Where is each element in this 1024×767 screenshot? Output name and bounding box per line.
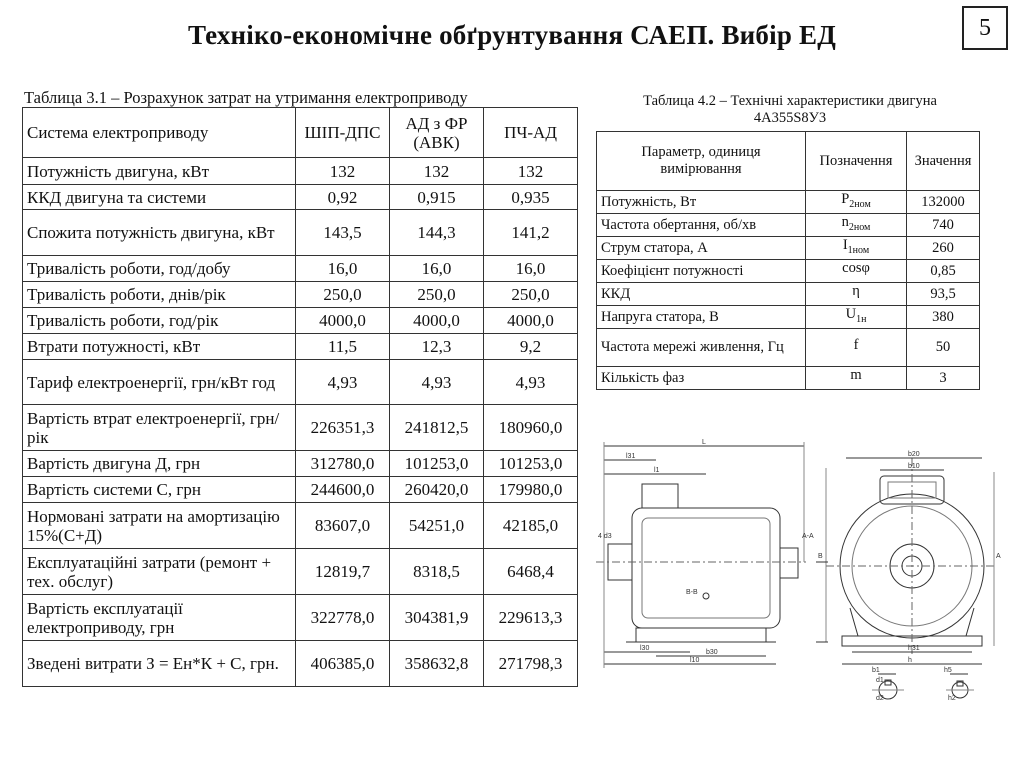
table-row (597, 283, 980, 306)
table-row (23, 334, 578, 360)
symbol-subscript: 2ном (848, 221, 871, 233)
row-value: 132 (484, 158, 578, 185)
table-row (597, 367, 980, 390)
param-value: 740 (907, 214, 980, 237)
row-value: 0,92 (296, 185, 390, 210)
dimension-label: B (818, 553, 823, 560)
param-symbol (806, 367, 907, 390)
row-label: Втрати потужності, кВт (23, 334, 296, 360)
table-row (597, 260, 980, 283)
table31-header-col: АД з ФР (АВК) (390, 108, 484, 158)
table-row (23, 256, 578, 282)
table42-header-value: Значення (907, 132, 980, 191)
row-value: 8318,5 (390, 549, 484, 595)
row-value: 322778,0 (296, 595, 390, 641)
row-value: 406385,0 (296, 641, 390, 687)
dimension-label: l1 (654, 467, 660, 474)
row-value: 241812,5 (390, 405, 484, 451)
table-row (597, 237, 980, 260)
row-value: 244600,0 (296, 477, 390, 503)
dimension-label: A-A (802, 533, 814, 540)
dimension-label: b1 (872, 667, 880, 674)
param-label: ККД (597, 283, 806, 306)
row-label: ККД двигуна та системи (23, 185, 296, 210)
symbol-main: cosφ (842, 260, 870, 277)
table-row (23, 158, 578, 185)
row-value: 0,915 (390, 185, 484, 210)
row-value: 54251,0 (390, 503, 484, 549)
param-symbol (806, 191, 907, 214)
row-value: 4,93 (296, 360, 390, 405)
dimension-label: h5 (944, 667, 952, 674)
row-value: 358632,8 (390, 641, 484, 687)
motor-dimension-drawing (596, 438, 1010, 758)
param-symbol (806, 306, 907, 329)
row-label: Експлуатаційні затрати (ремонт + тех. обслуг) (23, 549, 296, 595)
table-row (597, 214, 980, 237)
param-symbol (806, 237, 907, 260)
row-value: 229613,3 (484, 595, 578, 641)
row-value: 11,5 (296, 334, 390, 360)
param-label: Потужність, Вт (597, 191, 806, 214)
table-row (23, 360, 578, 405)
dimension-label: h (908, 657, 912, 664)
row-value: 226351,3 (296, 405, 390, 451)
row-label: Вартість системи С, грн (23, 477, 296, 503)
table-row (23, 503, 578, 549)
dimension-label: b30 (706, 649, 718, 656)
param-value: 260 (907, 237, 980, 260)
symbol-subscript: 2ном (849, 198, 871, 210)
param-label: Струм статора, А (597, 237, 806, 260)
row-label: Вартість експлуатації електроприводу, грн (23, 595, 296, 641)
param-label: Коефіцієнт потужності (597, 260, 806, 283)
row-label: Потужність двигуна, кВт (23, 158, 296, 185)
dimension-label: d2 (876, 695, 884, 702)
symbol-main: I (842, 237, 848, 254)
param-value: 3 (907, 367, 980, 390)
row-value: 9,2 (484, 334, 578, 360)
row-value: 250,0 (296, 282, 390, 308)
table-row (23, 282, 578, 308)
row-value: 0,935 (484, 185, 578, 210)
row-value: 4,93 (390, 360, 484, 405)
row-value: 101253,0 (390, 451, 484, 477)
table-row (597, 329, 980, 367)
param-symbol (806, 214, 907, 237)
row-value: 83607,0 (296, 503, 390, 549)
symbol-subscript: 1ном (847, 244, 870, 256)
row-value: 132 (296, 158, 390, 185)
table42-caption-line1: Таблица 4.2 – Технічні характеристики двигуна (643, 93, 937, 109)
cost-table (22, 107, 578, 687)
row-value: 16,0 (296, 256, 390, 282)
symbol-main: U (845, 306, 857, 323)
table31-caption: Таблица 3.1 – Розрахунок затрат на утримання електроприводу (24, 88, 468, 107)
row-value: 304381,9 (390, 595, 484, 641)
param-label: Частота обертання, об/хв (597, 214, 806, 237)
param-value: 50 (907, 329, 980, 367)
row-label: Тривалість роботи, год/рік (23, 308, 296, 334)
table-row (597, 191, 980, 214)
table31-header-system: Система електроприводу (23, 108, 296, 158)
row-label: Вартість втрат електроенергії, грн/рік (23, 405, 296, 451)
symbol-subscript: 1н (856, 313, 867, 325)
row-label: Спожита потужність двигуна, кВт (23, 210, 296, 256)
table-row (23, 595, 578, 641)
row-value: 4000,0 (296, 308, 390, 334)
param-label: Кількість фаз (597, 367, 806, 390)
param-value: 93,5 (907, 283, 980, 306)
table42-caption-line2: 4А355S8У3 (753, 110, 827, 126)
param-label: Напруга статора, В (597, 306, 806, 329)
row-value: 312780,0 (296, 451, 390, 477)
param-value: 380 (907, 306, 980, 329)
row-value: 250,0 (390, 282, 484, 308)
table-row (23, 477, 578, 503)
table-row (23, 185, 578, 210)
table-row (23, 405, 578, 451)
dimension-label: b20 (908, 451, 920, 458)
row-value: 271798,3 (484, 641, 578, 687)
dimension-label: l31 (626, 453, 636, 460)
row-value: 4000,0 (484, 308, 578, 334)
row-label: Тривалість роботи, днів/рік (23, 282, 296, 308)
param-value: 0,85 (907, 260, 980, 283)
page-number: 5 (962, 6, 1008, 50)
symbol-main: f (853, 336, 859, 353)
symbol-main: m (850, 367, 862, 384)
row-value: 6468,4 (484, 549, 578, 595)
table-row (23, 308, 578, 334)
table42-caption (596, 93, 984, 127)
motor-front-view (826, 458, 996, 664)
page-title: Техніко-економічне обґрунтування САЕП. Вибір ЕД (188, 20, 836, 50)
dimension-label: L (702, 439, 706, 446)
row-label: Тривалість роботи, год/добу (23, 256, 296, 282)
row-value: 179980,0 (484, 477, 578, 503)
symbol-main: n (841, 214, 849, 231)
symbol-main: η (852, 283, 860, 300)
param-symbol (806, 260, 907, 283)
row-value: 101253,0 (484, 451, 578, 477)
row-label: Вартість двигуна Д, грн (23, 451, 296, 477)
dimension-label: h2 (948, 695, 956, 702)
dimension-label: h31 (908, 645, 920, 652)
motor-specs-table (596, 131, 980, 390)
dimension-label: B-B (686, 589, 698, 596)
row-value: 4000,0 (390, 308, 484, 334)
row-value: 16,0 (484, 256, 578, 282)
dimension-label: b10 (908, 463, 920, 470)
shaft-sections (872, 674, 974, 699)
dimension-label: A (996, 553, 1001, 560)
row-value: 144,3 (390, 210, 484, 256)
row-value: 42185,0 (484, 503, 578, 549)
table31-header-col: ШІП-ДПС (296, 108, 390, 158)
row-label: Нормовані затрати на амортизацію 15%(С+Д) (23, 503, 296, 549)
table-row (23, 641, 578, 687)
table42-header-param: Параметр, одиниця вимірювання (597, 132, 806, 191)
dimension-label: l30 (640, 645, 650, 652)
row-value: 180960,0 (484, 405, 578, 451)
table-row (23, 451, 578, 477)
param-value: 132000 (907, 191, 980, 214)
symbol-main: P (841, 191, 850, 208)
table42-header-symbol: Позначення (806, 132, 907, 191)
table-row (23, 210, 578, 256)
row-value: 16,0 (390, 256, 484, 282)
row-value: 12819,7 (296, 549, 390, 595)
row-value: 260420,0 (390, 477, 484, 503)
table-row (597, 306, 980, 329)
row-value: 250,0 (484, 282, 578, 308)
row-label: Тариф електроенергії, грн/кВт год (23, 360, 296, 405)
param-symbol (806, 283, 907, 306)
row-value: 12,3 (390, 334, 484, 360)
dimension-label: d1 (876, 677, 884, 684)
table31-header-col: ПЧ-АД (484, 108, 578, 158)
table-row (23, 549, 578, 595)
row-value: 4,93 (484, 360, 578, 405)
param-symbol (806, 329, 907, 367)
param-label: Частота мережі живлення, Гц (597, 329, 806, 367)
row-value: 141,2 (484, 210, 578, 256)
row-value: 143,5 (296, 210, 390, 256)
dimension-label: l10 (690, 657, 700, 664)
motor-side-view (596, 442, 828, 668)
row-label: Зведені витрати З = Ен*К + С, грн. (23, 641, 296, 687)
dimension-label: 4 d3 (598, 533, 612, 540)
row-value: 132 (390, 158, 484, 185)
